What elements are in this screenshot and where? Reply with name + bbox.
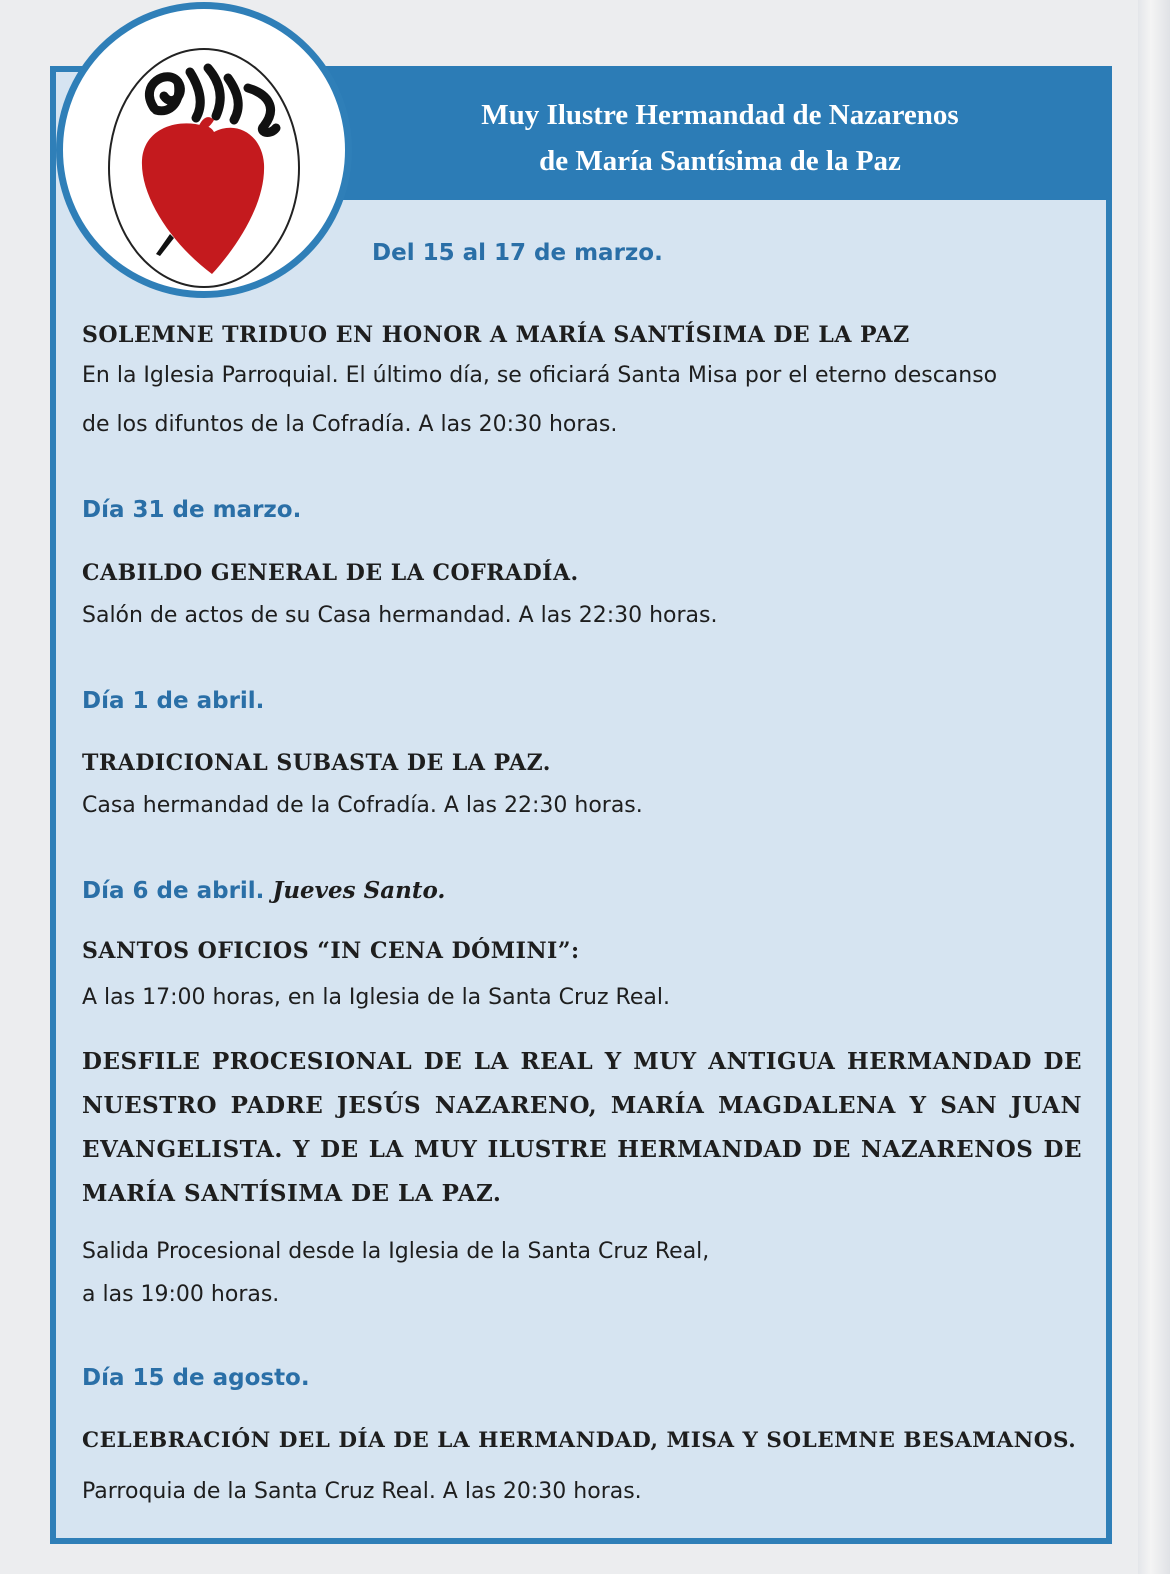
event-4-title: SANTOS OFICIOS “IN CENA DÓMINI”: [82, 938, 580, 964]
event-3-date: Día 1 de abril. [82, 688, 265, 714]
event-4-procession-text-line2: a las 19:00 horas. [82, 1282, 280, 1307]
heart-monogram-logo [108, 48, 300, 288]
event-3-title: TRADICIONAL SUBASTA DE LA PAZ. [82, 750, 551, 776]
event-4-date-note: Jueves Santo. [272, 877, 446, 904]
event-4-text: A las 17:00 horas, en la Iglesia de la Santa Cruz Real. [82, 985, 670, 1010]
event-1-title: SOLEMNE TRIDUO EN HONOR A MARÍA SANTÍSIMA DE LA PAZ [82, 322, 910, 348]
brotherhood-title-line1: Muy Ilustre Hermandad de Nazarenos [481, 99, 959, 131]
event-4-procession-text-line1: Salida Procesional desde la Iglesia de la Santa Cruz Real, [82, 1239, 710, 1264]
event-2-date: Día 31 de marzo. [82, 497, 302, 523]
event-1-text-line1: En la Iglesia Parroquial. El último día, se oficiará Santa Misa por el eterno descanso [82, 363, 998, 388]
event-5-text: Parroquia de la Santa Cruz Real. A las 20:30 horas. [82, 1479, 642, 1504]
sword-icon [156, 234, 174, 256]
event-3-text: Casa hermandad de la Cofradía. A las 22:30 horas. [82, 793, 643, 818]
event-2-text: Salón de actos de su Casa hermandad. A las 22:30 horas. [82, 603, 718, 628]
event-4-date [82, 877, 445, 904]
event-1-text-line2: de los difuntos de la Cofradía. A las 20:30 horas. [82, 412, 618, 437]
event-5-date: Día 15 de agosto. [82, 1365, 310, 1391]
event-1-date: Del 15 al 17 de marzo. [372, 240, 663, 266]
brotherhood-title [340, 92, 1100, 184]
event-2-title: CABILDO GENERAL DE LA COFRADÍA. [82, 560, 579, 586]
event-5-title: CELEBRACIÓN DEL DÍA DE LA HERMANDAD, MISA Y SOLEMNE BESAMANOS. [82, 1428, 1077, 1453]
event-4-date-text: Día 6 de abril. [82, 878, 265, 904]
event-4-procession-title: DESFILE PROCESIONAL DE LA REAL Y MUY ANTIGUA HERMANDAD DE NUESTRO PADRE JESÚS NAZARENO, MARÍA MAGDALENA Y SAN JUAN EVANGELISTA. Y DE LA MUY ILUSTRE HERMANDAD DE NAZARENOS DE MARÍA SANTÍSIMA DE LA PAZ. [82, 1048, 1082, 1207]
monogram-icon [149, 68, 276, 132]
brotherhood-title-line2: de María Santísima de la Paz [539, 145, 901, 177]
paper-edge [1138, 0, 1170, 1574]
